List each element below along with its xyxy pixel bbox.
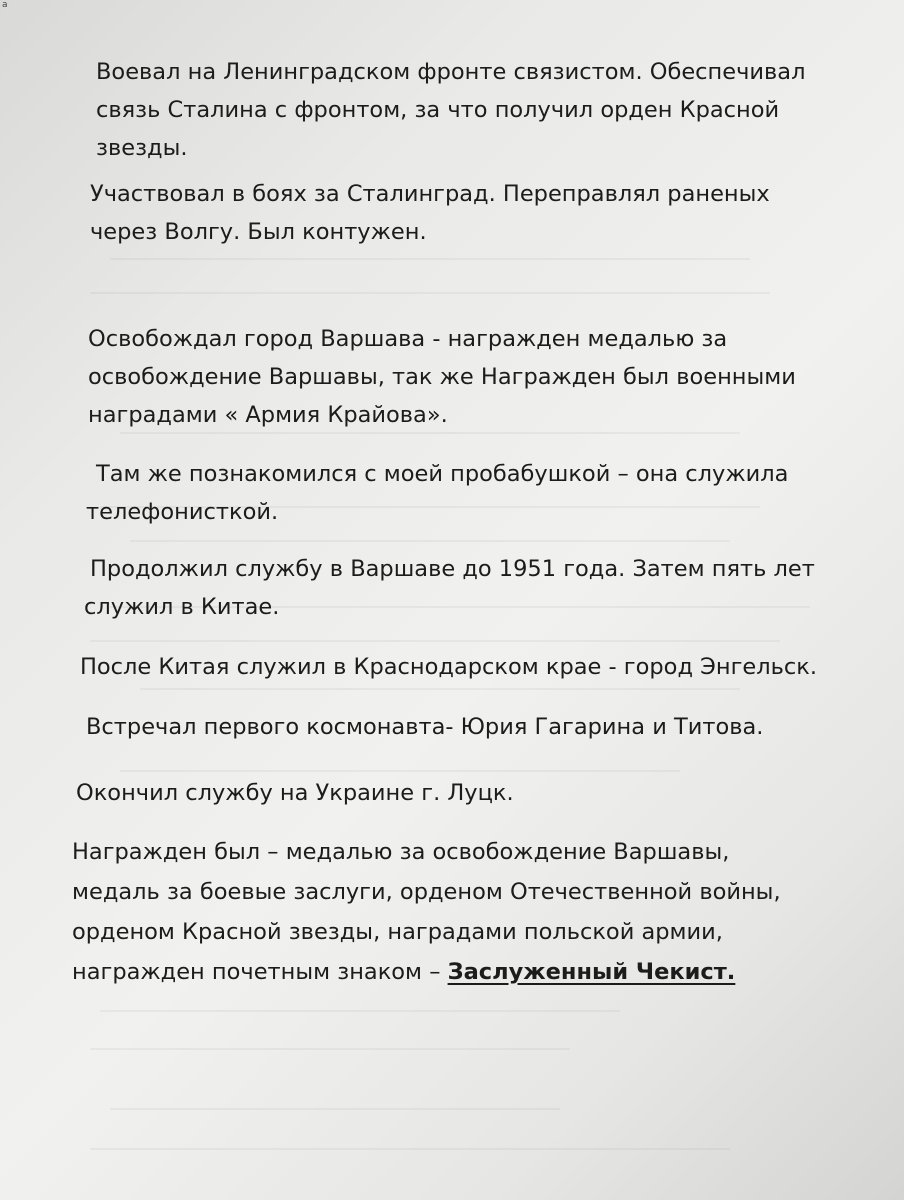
paragraph-line: орденом Красной звезды, наградами польской армии, [72,919,723,945]
paragraph-line: Там же познакомился с моей пробабушкой – она служила [96,461,789,487]
paragraph-line: наградами « Армия Крайова». [88,402,448,428]
paragraph-line: освобождение Варшавы, так же Награжден был военными [88,364,796,390]
paragraph-line: Награжден был – медалью за освобождение Варшавы, [72,839,730,865]
paragraph-line: служил в Китае. [84,594,280,620]
paragraph-line: Воевал на Ленинградском фронте связистом. Обеспечивал [96,59,806,85]
paragraph-warsaw-liberation [88,320,796,434]
corner-mark: a [2,0,8,10]
paragraph-line: Участвовал в боях за Сталинград. Переправлял раненых [90,181,770,207]
paragraph-line: награжден почетным знаком – [72,959,448,985]
paragraph-line: телефонисткой. [86,499,279,525]
paragraph-lutsk [76,774,514,812]
paragraph-met-great-grandmother [86,455,788,531]
paragraph-krasnodar [80,648,817,686]
paragraph-line: медаль за боевые заслуги, орденом Отечественной войны, [72,879,781,905]
paragraph-line: После Китая служил в Краснодарском крае - город Энгельск. [80,654,817,680]
paragraph-line: Окончил службу на Украине г. Луцк. [76,780,514,806]
paragraph-gagarin [86,708,763,746]
paragraph-line: через Волгу. Был контужен. [90,219,427,245]
paragraph-service-warsaw-china [84,550,815,626]
paragraph-stalingrad [90,175,770,251]
paragraph-line: Продолжил службу в Варшаве до 1951 года. Затем пять лет [90,556,815,582]
honorary-badge-title: Заслуженный Чекист. [447,959,736,985]
paragraph-line: Освобождал город Варшава - награжден медалью за [88,326,728,352]
paragraph-awards [72,832,781,992]
paragraph-line: Встречал первого космонавта- Юрия Гагарина и Титова. [86,714,764,740]
paragraph-line: звезды. [96,135,188,161]
paragraph-leningrad-front [96,53,805,167]
paragraph-line: связь Сталина с фронтом, за что получил орден Красной [96,97,780,123]
paragraph-line-final [72,952,781,992]
